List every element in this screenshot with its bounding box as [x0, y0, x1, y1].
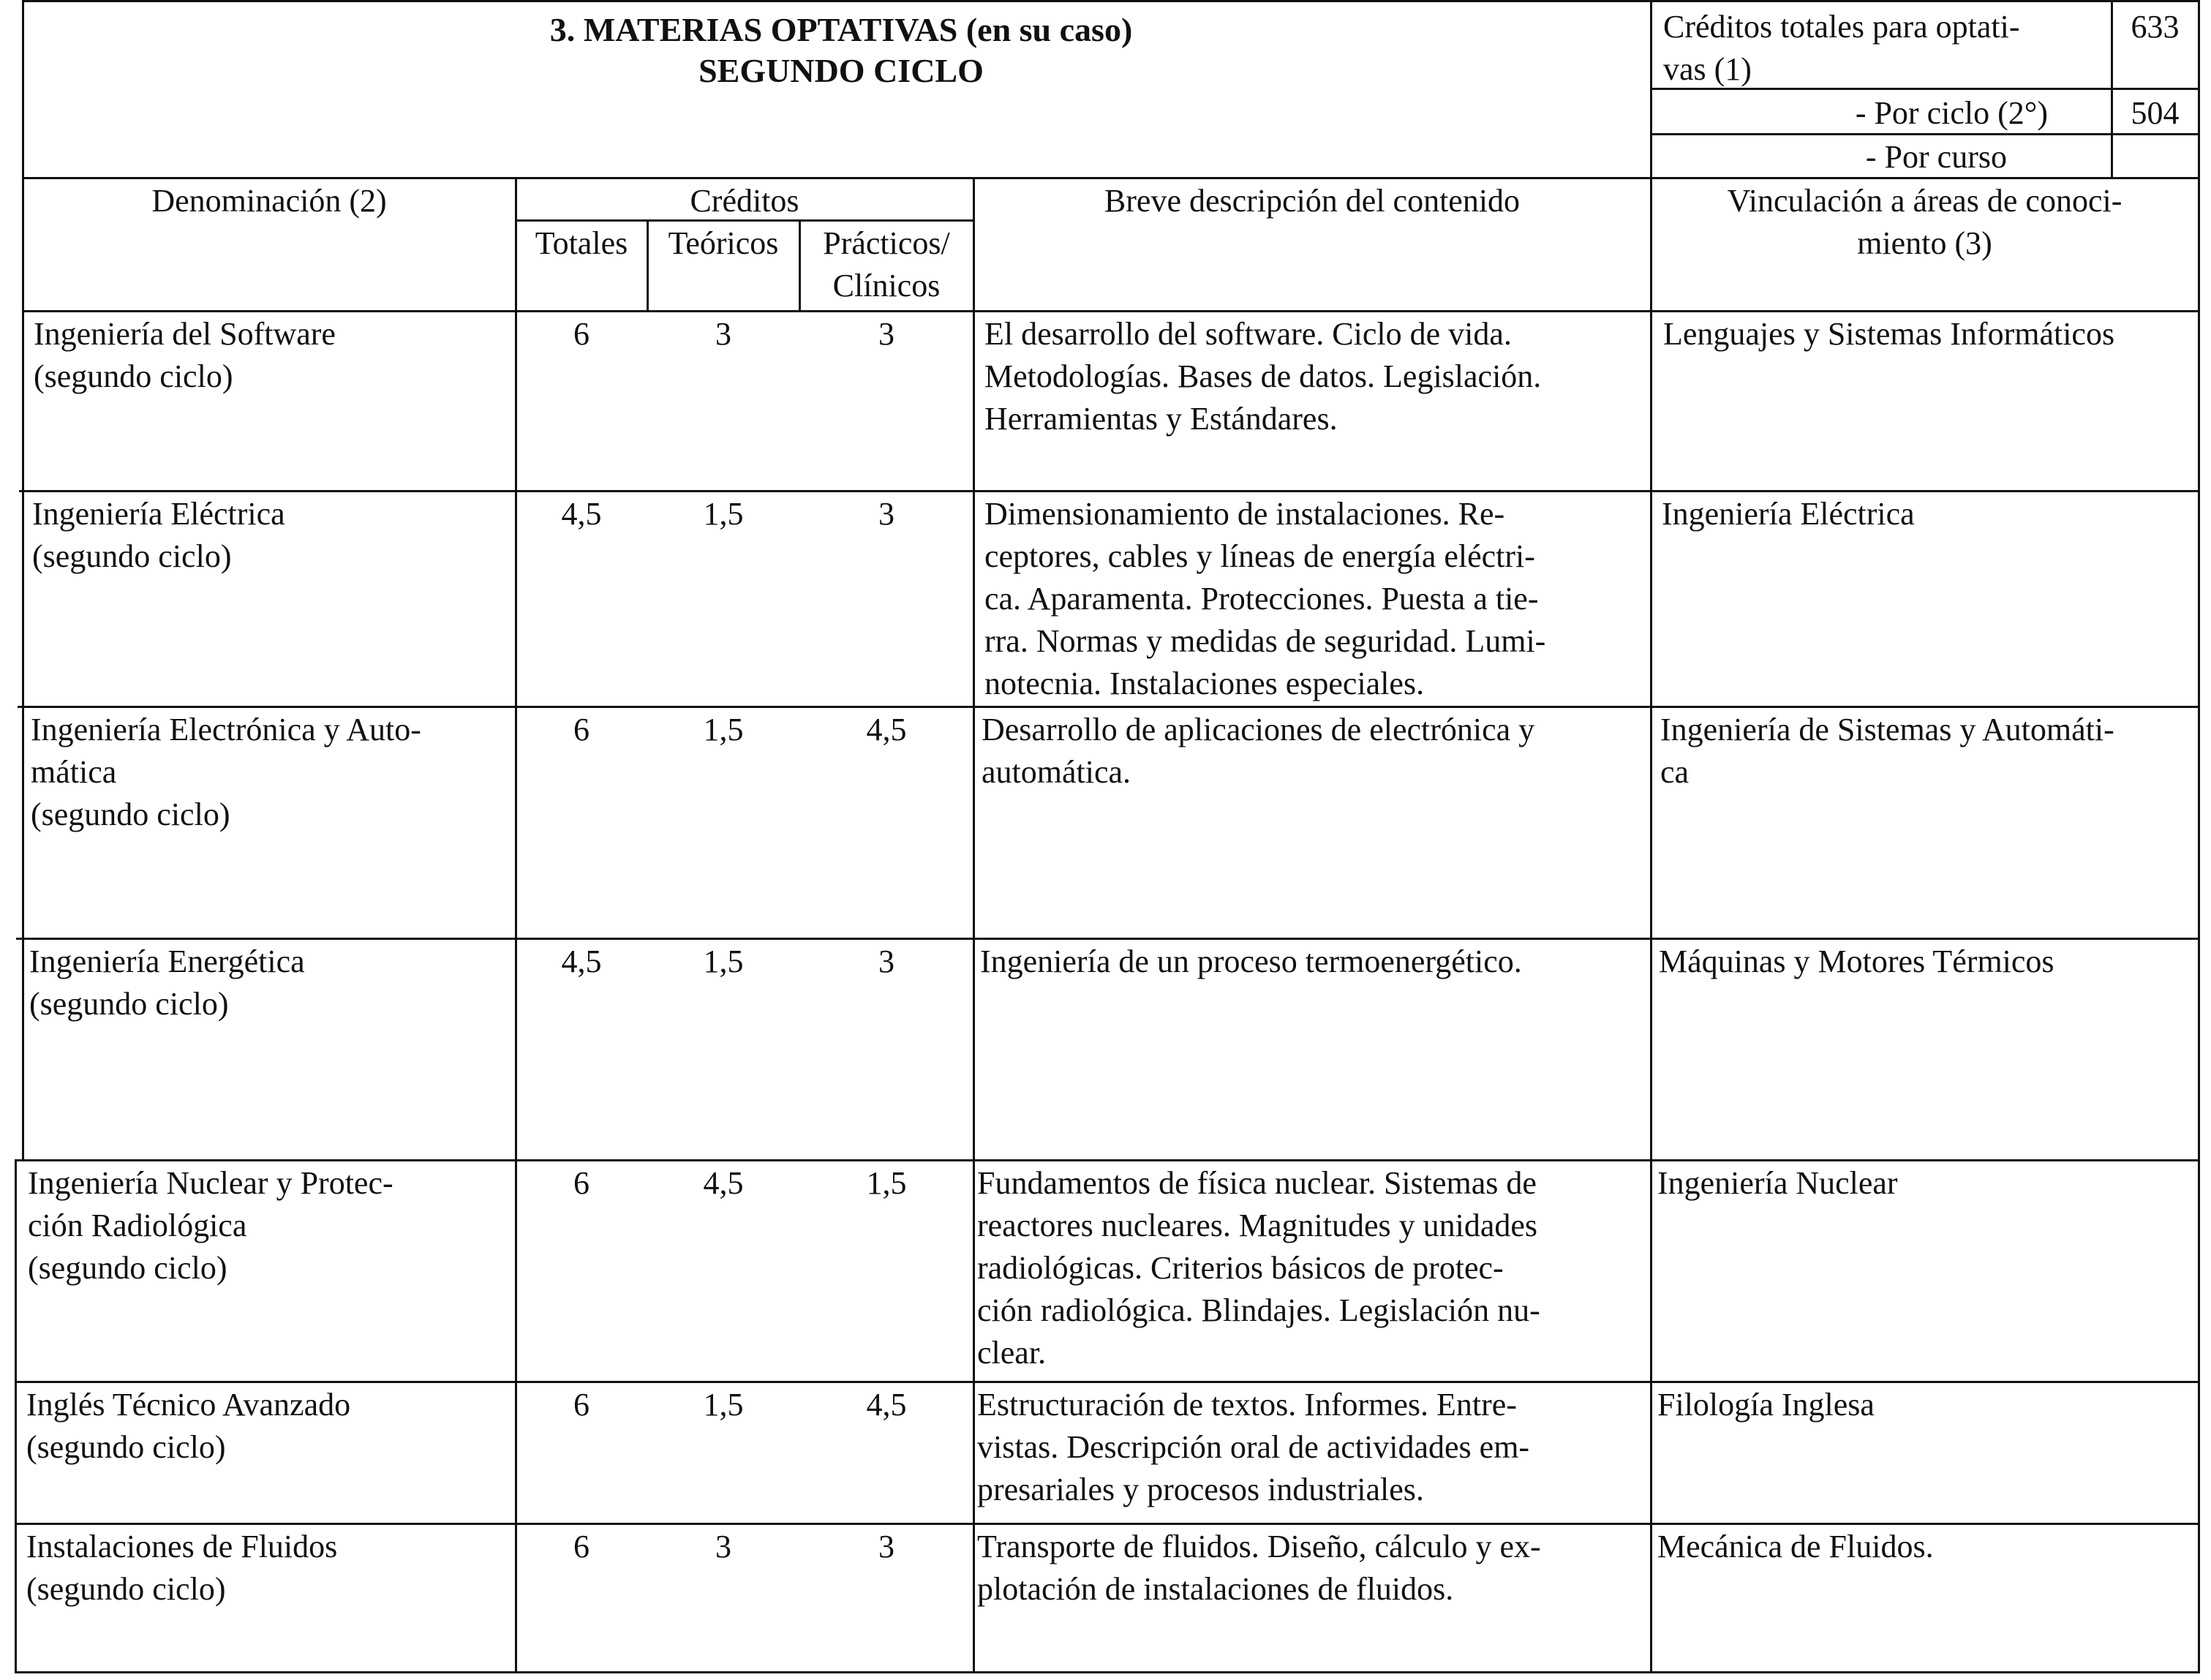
content-description: Transporte de fluidos. Diseño, cálculo y ex- plotación de instalaciones de fluidos.	[977, 1529, 1541, 1607]
credits-total-value: 633	[2131, 9, 2180, 45]
credits-practicos: 3	[878, 496, 894, 532]
credits-totales: 4,5	[561, 496, 602, 532]
content-description: El desarrollo del software. Ciclo de vida. Metodologías. Bases de datos. Legislación. Herramientas y Estándares.	[984, 316, 1542, 437]
per-course-label: - Por curso	[1865, 139, 2007, 175]
column-header-totales: Totales	[535, 225, 628, 261]
column-header-descripcion: Breve descripción del contenido	[1104, 183, 1521, 219]
credits-totales: 6	[573, 1387, 590, 1423]
knowledge-area: Lenguajes y Sistemas Informáticos	[1663, 316, 2115, 352]
subject-name: Ingeniería Nuclear y Protec- ción Radiológica (segundo ciclo)	[28, 1165, 393, 1286]
rule-row-4	[16, 938, 2200, 940]
subject-name: Ingeniería Electrónica y Auto- mática (segundo ciclo)	[31, 712, 421, 832]
credits-totales: 6	[573, 316, 590, 352]
credits-teoricos: 1,5	[703, 712, 744, 747]
rule-row-5	[15, 1159, 2200, 1161]
credits-teoricos: 3	[715, 316, 731, 352]
rule-bottom	[15, 1671, 2200, 1673]
document-title: 3. MATERIAS OPTATIVAS (en su caso)	[549, 11, 1133, 48]
credits-teoricos: 4,5	[703, 1165, 744, 1201]
credits-totales: 6	[573, 712, 590, 747]
per-cycle-value: 504	[2131, 95, 2180, 131]
content-description: Fundamentos de física nuclear. Sistemas de reactores nucleares. Magnitudes y unidades radiológicas. Criterios básicos de protec- ción radiológica. Blindajes. Legislación nu- clear.	[977, 1165, 1540, 1371]
document-subtitle: SEGUNDO CICLO	[698, 52, 984, 89]
subject-name: Ingeniería Energética (segundo ciclo)	[29, 943, 305, 1022]
rule-v-left	[22, 0, 24, 1159]
rule-row-2	[19, 490, 2200, 492]
credits-teoricos: 1,5	[703, 943, 744, 979]
credits-teoricos: 3	[715, 1529, 731, 1564]
rule-v-totales	[515, 177, 517, 1671]
subject-name: Ingeniería Eléctrica (segundo ciclo)	[32, 496, 285, 574]
credits-practicos: 3	[878, 1529, 894, 1564]
knowledge-area: Ingeniería Nuclear	[1657, 1165, 1898, 1201]
credits-practicos: 3	[878, 943, 894, 979]
credits-total-label: Créditos totales para optati- vas (1)	[1663, 9, 2020, 87]
rule-row-1	[22, 310, 2200, 312]
credits-totales: 6	[573, 1165, 590, 1201]
column-header-creditos: Créditos	[690, 183, 799, 219]
credits-practicos: 3	[878, 316, 894, 352]
column-header-practicos: Prácticos/ Clínicos	[823, 225, 950, 304]
credits-totales: 4,5	[561, 943, 602, 979]
credits-practicos: 1,5	[866, 1165, 907, 1201]
credits-practicos: 4,5	[866, 712, 907, 747]
content-description: Dimensionamiento de instalaciones. Re- ceptores, cables y líneas de energía eléctri- ca. Aparamenta. Protecciones. Puesta a tie- rra. Normas y medidas de seguridad. Lumi- notecnia. Instalaciones especiales.	[984, 496, 1546, 701]
rule-row-6	[15, 1381, 2200, 1383]
content-description: Desarrollo de aplicaciones de electrónica y automática.	[982, 712, 1535, 790]
knowledge-area: Mecánica de Fluidos.	[1657, 1529, 1934, 1564]
column-header-teoricos: Teóricos	[668, 225, 779, 261]
column-header-denominacion: Denominación (2)	[151, 183, 387, 219]
subject-name: Instalaciones de Fluidos (segundo ciclo)	[26, 1529, 338, 1607]
knowledge-area: Máquinas y Motores Térmicos	[1659, 943, 2054, 979]
knowledge-area: Ingeniería Eléctrica	[1662, 496, 1915, 532]
rule-v-left-low	[15, 1159, 17, 1671]
rule-top	[22, 0, 2200, 2]
rule-v-descripcion	[973, 177, 975, 1671]
content-description: Ingeniería de un proceso termoenergético.	[980, 943, 1522, 979]
subject-name: Ingeniería del Software (segundo ciclo)	[34, 316, 336, 394]
knowledge-area: Ingeniería de Sistemas y Automáti- ca	[1660, 712, 2114, 790]
subject-name: Inglés Técnico Avanzado (segundo ciclo)	[26, 1387, 351, 1465]
knowledge-area: Filología Inglesa	[1657, 1387, 1875, 1423]
credits-teoricos: 1,5	[703, 1387, 744, 1423]
credits-practicos: 4,5	[866, 1387, 907, 1423]
column-header-vinculacion: Vinculación a áreas de conoci- miento (3)	[1727, 183, 2123, 261]
credits-teoricos: 1,5	[703, 496, 744, 532]
rule-row-3	[18, 706, 2200, 708]
credits-totales: 6	[573, 1529, 590, 1564]
rule-row-7	[15, 1523, 2200, 1525]
content-description: Estructuración de textos. Informes. Entre- vistas. Descripción oral de actividades em- presariales y procesos industriales.	[977, 1387, 1530, 1507]
rule-v-right	[2198, 0, 2200, 1671]
per-cycle-label: - Por ciclo (2°)	[1855, 95, 2048, 131]
